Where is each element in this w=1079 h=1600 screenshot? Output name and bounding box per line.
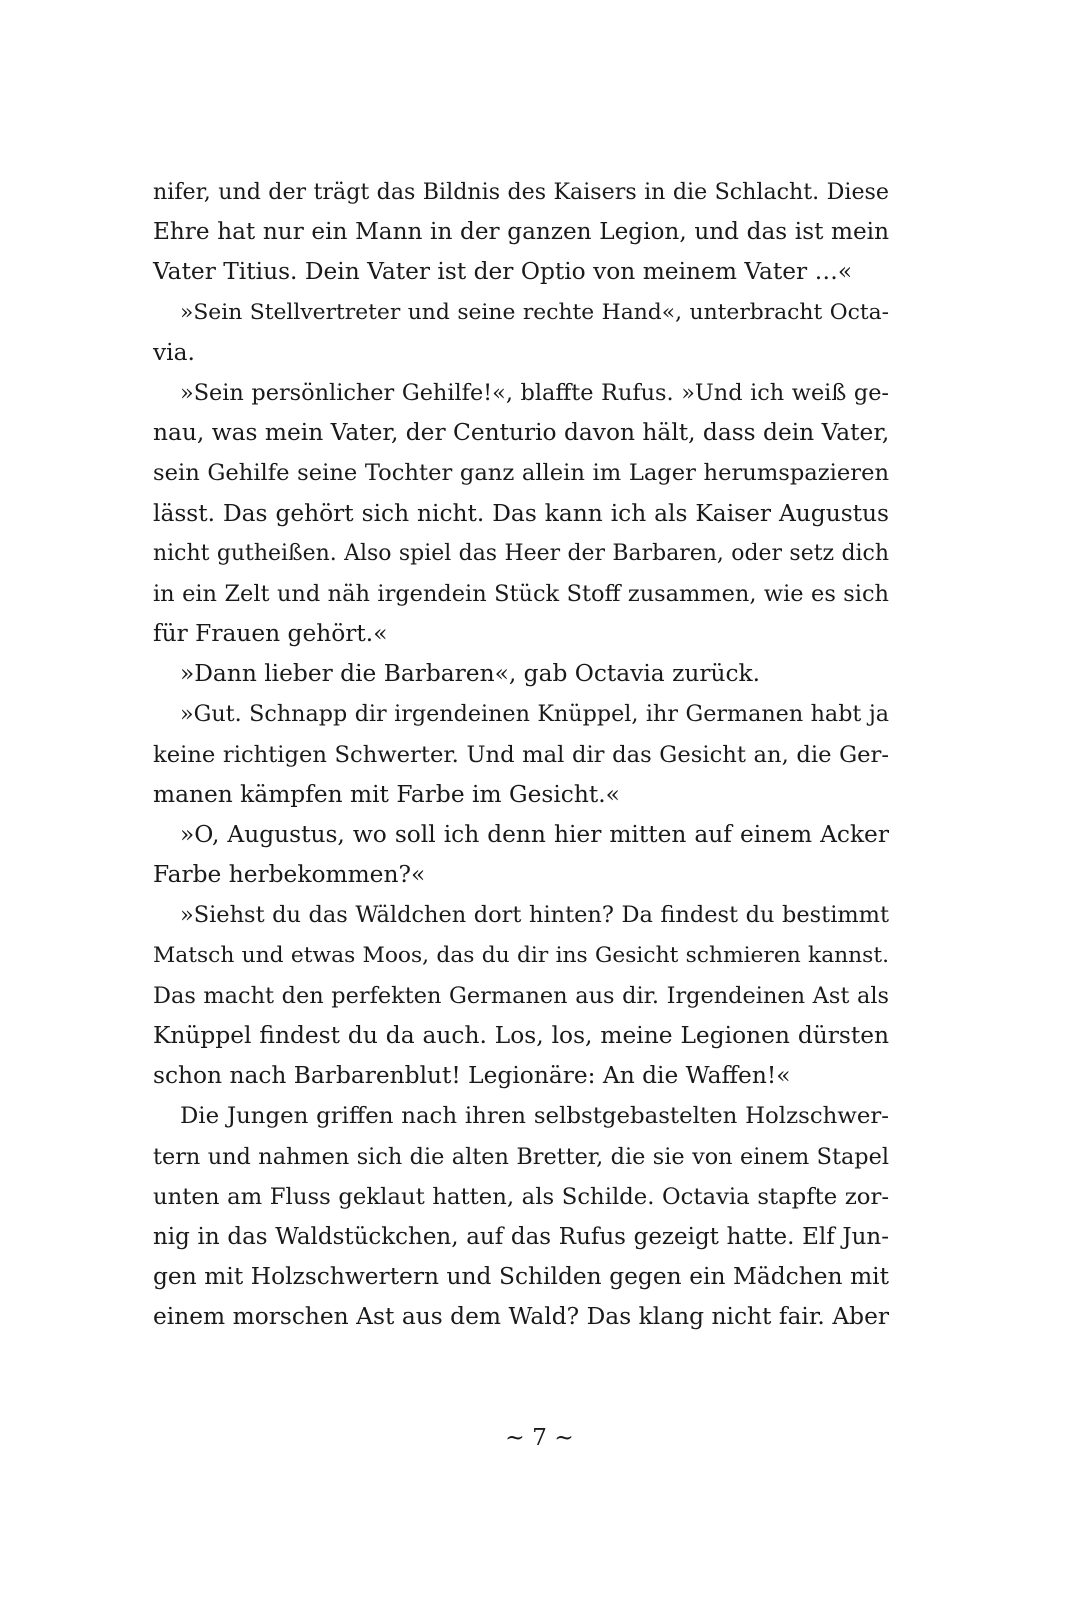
text-line: Farbe herbekommen?« — [153, 861, 426, 889]
text-line: »Dann lieber die Barbaren«, gab Octavia zurück. — [180, 660, 761, 688]
text-line: Matsch und etwas Moos, das du dir ins Gesicht schmieren kannst. — [153, 942, 889, 968]
text-line: via. — [153, 338, 195, 366]
text-line: keine richtigen Schwerter. Und mal dir das Gesicht an, die Ger- — [153, 741, 889, 768]
text-line: schon nach Barbarenblut! Legionäre: An die Waffen!« — [153, 1062, 791, 1090]
text-line: unten am Fluss geklaut hatten, als Schilde. Octavia stapfte zor- — [153, 1183, 889, 1210]
text-line: nau, was mein Vater, der Centurio davon hält, dass dein Vater, — [153, 419, 890, 447]
text-line: tern und nahmen sich die alten Bretter, die sie von einem Stapel — [153, 1143, 889, 1170]
text-line: manen kämpfen mit Farbe im Gesicht.« — [153, 780, 620, 808]
text-line: »Sein Stellvertreter und seine rechte Hand«, unterbracht Octa- — [180, 299, 889, 325]
text-line: nig in das Waldstückchen, auf das Rufus gezeigt hatte. Elf Jun- — [153, 1223, 889, 1250]
text-line: gen mit Holzschwertern und Schilden gegen ein Mädchen mit — [153, 1263, 889, 1291]
text-line: Knüppel findest du da auch. Los, los, meine Legionen dürsten — [153, 1021, 889, 1049]
text-line: einem morschen Ast aus dem Wald? Das klang nicht fair. Aber — [153, 1303, 889, 1331]
text-line: Ehre hat nur ein Mann in der ganzen Legion, und das ist mein — [153, 219, 889, 246]
text-line: lässt. Das gehört sich nicht. Das kann ich als Kaiser Augustus — [153, 499, 889, 527]
text-line: sein Gehilfe seine Tochter ganz allein im Lager herumspazieren — [153, 460, 889, 487]
page-number: ~ 7 ~ — [505, 1424, 574, 1451]
text-line: für Frauen gehört.« — [153, 620, 388, 648]
text-line: »Siehst du das Wäldchen dort hinten? Da findest du bestimmt — [180, 902, 889, 929]
text-line: »Sein persönlicher Gehilfe!«, blaffte Rufus. »Und ich weiß ge- — [180, 379, 889, 406]
text-line: »O, Augustus, wo soll ich denn hier mitten auf einem Acker — [180, 821, 889, 848]
text-line: Das macht den perfekten Germanen aus dir. Irgendeinen Ast als — [153, 982, 889, 1009]
text-line: »Gut. Schnapp dir irgendeinen Knüppel, ihr Germanen habt ja — [180, 701, 889, 728]
body-text — [153, 172, 889, 1337]
text-line: Vater Titius. Dein Vater ist der Optio von meinem Vater …« — [153, 258, 853, 286]
text-line: nifer, und der trägt das Bildnis des Kaisers in die Schlacht. Diese — [153, 179, 889, 205]
text-line: Die Jungen griffen nach ihren selbstgebastelten Holzschwer- — [180, 1103, 889, 1130]
text-line: nicht gutheißen. Also spiel das Heer der Barbaren, oder setz dich — [153, 540, 889, 566]
text-line: in ein Zelt und näh irgendein Stück Stoff zusammen, wie es sich — [153, 580, 889, 607]
